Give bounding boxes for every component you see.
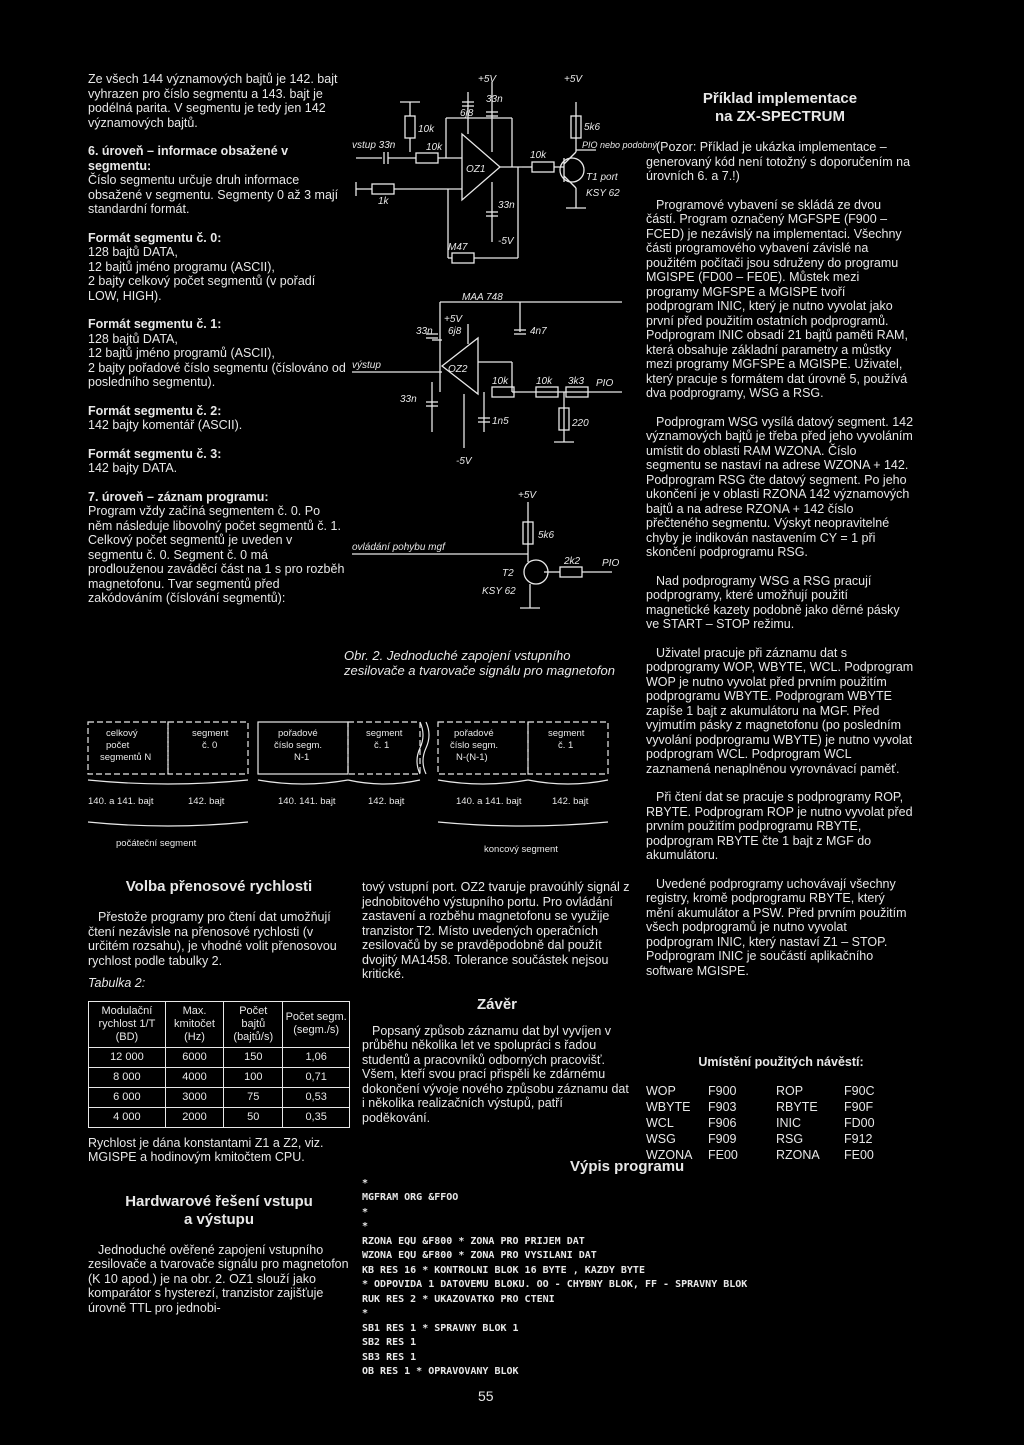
label-r10k-1: 10k [418, 124, 435, 135]
level6-heading: 6. úroveň – informace obsažené v segmentu: [88, 144, 289, 173]
listing-line: * ODPOVIDA 1 DATOVEMU BLOKU. OO - CHYBNY BLOK, FF - SPRAVNY BLOK [362, 1279, 748, 1290]
format1-line3: 2 bajty pořadové číslo segmentu (číslováno od posledního segmentu). [88, 360, 346, 389]
figure-caption: Obr. 2. Jednoduché zapojení vstupního zesilovače a tvarovače signálu pro magnetofon [344, 648, 615, 678]
impl-heading-1: Příklad implementace [702, 90, 858, 107]
label-name: RBYTE [776, 1100, 818, 1114]
bytes-6: 142. bajt [552, 796, 589, 807]
label-c6j8: 6j8 [460, 108, 474, 119]
segment-break-mark-2 [423, 722, 429, 774]
box6-line1: segment [548, 728, 585, 739]
table-cell: 100 [224, 1067, 283, 1087]
table-cell: 12 000 [89, 1047, 166, 1067]
label-pio3: PIO [602, 558, 620, 569]
brace-3 [348, 780, 420, 784]
format2-line1: 142 bajty komentář (ASCII). [88, 418, 243, 432]
table-note: Rychlost je dána konstantami Z1 a Z2, viz. MGISPE a hodinovým kmitočtem CPU. [88, 1135, 324, 1164]
label-c4n7: 4n7 [530, 326, 547, 337]
label-name: RZONA [776, 1148, 820, 1162]
label-c33n-3: 33n [416, 326, 433, 337]
labels-row [646, 1083, 916, 1099]
conclusion-text: Popsaný způsob záznamu dat byl vyvíjen v průběhu několika let ve spolupráci s řadou studentů a pracovníků odborných pracovišť. Všem, kteří svou prací přispěli ke zdárnému dokončení vývoje nového způsobu záznamu dat i několika realizačních výstupů, patří poděkování. [362, 1023, 629, 1125]
circuit-diagram [352, 72, 658, 632]
listing-line: WZONA EQU &F800 * ZONA PRO VYSILANI DAT [362, 1250, 597, 1261]
right-column [646, 90, 914, 978]
listing-line: MGFRAM ORG &FFOO [362, 1192, 459, 1203]
label-input: vstup 33n [352, 140, 396, 151]
impl-p3: Nad podprogramy WSG a RSG pracují podprogramy, které umožňují použití magnetické kazety podobně jako děrné pásky ve START – STOP režimu. [646, 573, 900, 631]
label-t1: T1 port [586, 172, 618, 183]
label-address: F900 [708, 1084, 737, 1098]
labels-row [646, 1131, 916, 1147]
box1-line3: segmentů N [100, 752, 152, 763]
label-address: F903 [708, 1100, 737, 1114]
listing-line: SB3 RES 1 [362, 1351, 417, 1363]
format3-line1: 142 bajty DATA. [88, 461, 178, 475]
label-name: WOP [646, 1084, 676, 1098]
label-motor: ovládání pohybu mgf [352, 542, 445, 553]
brace-2 [258, 780, 348, 784]
label-address: F90C [844, 1084, 875, 1098]
level7-heading: 7. úroveň – záznam programu: [88, 489, 269, 504]
conclusion-heading: Závěr [476, 995, 518, 1013]
brace-start [88, 822, 248, 826]
label-r220: 220 [572, 418, 589, 429]
label-name: WCL [646, 1116, 674, 1130]
table-cell: 150 [224, 1047, 283, 1067]
format2-heading: Formát segmentu č. 2: [88, 403, 222, 418]
table-header-row [89, 1001, 350, 1047]
listing-line: RUK RES 2 * UKAZOVATKO PRO CTENI [362, 1293, 555, 1305]
labels-table [646, 1055, 916, 1163]
table-row [89, 1047, 350, 1067]
label-name: RSG [776, 1132, 804, 1146]
table-cell: 1,06 [283, 1047, 350, 1067]
label-pio2: PIO [596, 378, 614, 389]
table-row [89, 1087, 350, 1107]
label-c1n5: 1n5 [492, 416, 509, 427]
listing-line: SB2 RES 1 [362, 1337, 417, 1348]
listing-line: KB RES 16 * KONTROLNI BLOK 16 BYTE , KAZDY BYTE [362, 1264, 645, 1276]
label-name: WZONA [646, 1148, 693, 1162]
table-cell: 3000 [165, 1087, 223, 1107]
label-r10k-5: 10k [536, 376, 553, 387]
speed-table [88, 1001, 350, 1128]
level6-text: Číslo segmentu určuje druh informace obsažené v segmentu. Segmenty 0 až 3 mají standardní formát. [88, 173, 339, 216]
brace-end [438, 822, 608, 826]
format0-line2: 12 bajtů jméno programu (ASCII), [88, 259, 275, 274]
label-m47: M47 [448, 242, 468, 253]
brace-1 [88, 780, 248, 784]
label-address: F909 [708, 1132, 737, 1146]
middle-column [362, 880, 632, 1125]
listing-line: * [362, 1221, 369, 1232]
hw-heading-2: a výstupu [183, 1210, 255, 1228]
box2-line2: č. 0 [202, 740, 218, 751]
box5-line2: číslo segm. [450, 740, 499, 751]
box1-line1: celkový [106, 728, 138, 739]
label-c33n-top: 33n [486, 94, 503, 105]
hw-heading-1: Hardwarové řešení vstupu [125, 1192, 313, 1210]
format1-heading: Formát segmentu č. 1: [88, 317, 222, 331]
page-number: 55 [478, 1388, 494, 1404]
label-c6j8-2: 6j8 [448, 326, 462, 337]
label-name: WBYTE [646, 1100, 691, 1114]
format0-heading: Formát segmentu č. 0: [88, 230, 222, 245]
intro-paragraph: Ze všech 144 významových bajtů je 142. bajt vyhrazen pro číslo segmentu a 143. bajt je podélná parita. V segmentu je tedy jen 142 významových bajtů. [88, 72, 338, 130]
box1-line2: počet [106, 740, 130, 751]
impl-p4: Uživatel pracuje při záznamu dat s podprogramy WOP, WBYTE, WCL. Podprogram WOP je nutno vyvolat před prvním použitím podprogramu WBYTE. Podprogram WBYTE zapíše 1 bajt z akumulátoru na MGF. Před vyjmutím pásky z magnetofonu (po posledním vyvolání podprogramu WBYTE) je nutno vyvolat podprogram WCL. Podprogram WCL zaznamená nenaplněnou vyrovnávací paměť. [646, 645, 914, 776]
impl-note: (Pozor: Příklad je ukázka implementace – generovaný kód není totožný s doporučením na úrovních 6. a 7.!) [646, 140, 911, 183]
speed-text: Přestože programy pro čtení dat umožňují čtení nezávisle na přenosové rychlosti (v určitém rozsahu), je vhodné volit přenosovou rychlost podle tabulky 2. [88, 910, 337, 968]
bytes-1: 140. a 141. bajt [88, 796, 154, 807]
segment-diagram [86, 702, 626, 855]
table-header: Max. kmitočet (Hz) [165, 1001, 223, 1047]
start-segment-label: počáteční segment [116, 838, 197, 849]
label-name: WSG [646, 1132, 676, 1146]
brace-4 [438, 780, 528, 784]
table-header: Modulační rychlost 1/T (BD) [89, 1001, 166, 1047]
format1-line1: 128 bajtů DATA, [88, 331, 178, 346]
brace-5 [528, 780, 608, 784]
labels-heading: Umístění použitých návěstí: [698, 1055, 864, 1069]
table-row [89, 1067, 350, 1087]
table-header: Počet segm. (segm./s) [283, 1001, 350, 1047]
label-r10k-3: 10k [530, 150, 547, 161]
bytes-2: 142. bajt [188, 796, 225, 807]
format0-line1: 128 bajtů DATA, [88, 245, 178, 259]
label-address: F90F [844, 1100, 874, 1114]
mid-continuation-text: tový vstupní port. OZ2 tvaruje pravoúhlý signál z jednobitového výstupního portu. Pro ovládání zastavení a rozběhu magnetofonu se využije tranzistor T2. Místo uvedených operačních zesilovačů by se pravděpodobně dal použít dvojitý MA1458. Tolerance součástek nejsou kritické. [362, 880, 630, 981]
table-cell: 6000 [165, 1047, 223, 1067]
end-segment-label: koncový segment [484, 844, 558, 855]
label-name: INIC [776, 1116, 801, 1130]
table-cell: 4 000 [89, 1107, 166, 1127]
label-c33n-4: 33n [400, 394, 417, 405]
box3-line3: N-1 [294, 752, 310, 763]
label-maa: MAA 748 [462, 292, 503, 303]
box3-line2: číslo segm. [274, 740, 323, 751]
impl-p2: Podprogram WSG vysílá datový segment. 142 významových bajtů je třeba před jeho vyvoláním umístit do oblasti RAM WZONA. Číslo segmentu se nastaví na adrese WZONA + 142. Podprogram RSG čte datový segment. Po jeho ukončení je v oblasti RZONA 142 významových bajtů a na adrese RZONA + 142 číslo přečteného segmentu. Výskyt neopravitelné chyby je indikován nastavením CY = 1 při skončení podprogramu RSG. [646, 414, 914, 559]
label-name: ROP [776, 1084, 804, 1098]
speed-heading: Volba přenosové rychlosti [125, 878, 313, 895]
table-cell: 0,53 [283, 1087, 350, 1107]
format3-heading: Formát segmentu č. 3: [88, 446, 222, 461]
box5-line1: pořadové [454, 728, 494, 739]
segment-break-mark [417, 722, 423, 774]
label-r3k3: 3k3 [568, 376, 585, 387]
label-oz1: OZ1 [466, 164, 486, 175]
listing-line: SB1 RES 1 * SPRAVNY BLOK 1 [362, 1322, 519, 1334]
label-output: výstup [352, 360, 381, 371]
impl-p6: Uvedené podprogramy uchovávají všechny registry, kromě podprogramu RBYTE, který mění akumulátor a PSW. Před prvním použitím všech podprogramů je nutno vyvolat podprogram INIC, který nastaví Z1 – STOP. Podprogram INIC je součástí aplikačního software MGISPE. [646, 876, 907, 978]
label-r5k6: 5k6 [584, 122, 601, 133]
label-p5v-2: +5V [564, 74, 583, 85]
label-p5v-4: +5V [518, 490, 537, 501]
table-cell: 50 [224, 1107, 283, 1127]
table-header: Počet bajtů (bajtů/s) [224, 1001, 283, 1047]
left-lower-column [88, 878, 350, 1315]
box2-line1: segment [192, 728, 229, 739]
labels-row [646, 1099, 916, 1115]
table-cell: 0,35 [283, 1107, 350, 1127]
label-address: F906 [708, 1116, 737, 1130]
level7-text: Program vždy začíná segmentem č. 0. Po něm následuje libovolný počet segmentů č. 1. Celkový počet segmentů je uveden v segmentu č. 0. Segment č. 0 má prodlouženou zaváděcí část na 1 s pro rozběh magnetofonu. Tvar segmentů před zakódováním (číslování segmentů): [88, 504, 345, 605]
hw-text: Jednoduché ověřené zapojení vstupního zesilovače a tvarovače signálu pro magnetofon (K 10 apod.) je na obr. 2. OZ1 slouží jako komparátor s hysterezí, tranzistor zajišťuje úrovně TTL pro jednobi- [88, 1242, 349, 1315]
label-r5k6-2: 5k6 [538, 530, 555, 541]
label-p5v-1: +5V [478, 74, 497, 85]
left-column [88, 72, 346, 606]
listing-line: * [362, 1177, 369, 1189]
label-r10k-4: 10k [492, 376, 509, 387]
program-listing [362, 1162, 942, 1394]
label-ksy: KSY 62 [586, 188, 620, 199]
table-cell: 0,71 [283, 1067, 350, 1087]
box4-line1: segment [366, 728, 403, 739]
label-address: FD00 [844, 1116, 875, 1130]
format1-line2: 12 bajtů jméno programů (ASCII), [88, 346, 275, 360]
label-address: F912 [844, 1132, 873, 1146]
table-cell: 8 000 [89, 1067, 166, 1087]
label-r2k2: 2k2 [564, 556, 581, 567]
label-address: FE00 [708, 1148, 738, 1162]
table-cell: 6 000 [89, 1087, 166, 1107]
table-cell: 75 [224, 1087, 283, 1107]
impl-p1: Programové vybavení se skládá ze dvou částí. Program označený MGFSPE (F900 – FCED) je nezávislý na implementaci. Všechny části programového vybavení závislé na použitém počítači jsou sdruženy do programu MGISPE (FD00 – FE0E). Můstek mezi programy MGFSPE a MGISPE tvoří podprogram INIC, který je nutno vyvolat jako první před použitím ostatních podprogramů. Podprogram INIC obsadí 21 bajtů paměti RAM, která obsahuje základní parametry a můstky mezi programy MGFSPE a MGISPE. Uživatel, který pracuje s formátem dat úrovně 5, používá dva podprogramy, WSG a RSG. [646, 197, 908, 400]
label-oz2: OZ2 [448, 364, 468, 375]
bytes-5: 140. a 141. bajt [456, 796, 522, 807]
label-m5v-2: -5V [456, 456, 472, 467]
table-row [89, 1107, 350, 1127]
label-p5v-3: +5V [444, 314, 463, 325]
table-cell: 2000 [165, 1107, 223, 1127]
table-caption: Tabulka 2: [88, 976, 146, 990]
format0-line3: 2 bajty celkový počet segmentů (v pořadí LOW, HIGH). [88, 274, 316, 303]
label-t2: T2 [502, 568, 514, 579]
labels-row [646, 1115, 916, 1131]
impl-heading-2: na ZX-SPECTRUM [714, 108, 845, 125]
listing-heading: Výpis programu [570, 1158, 685, 1175]
listing-line: RZONA EQU &F800 * ZONA PRO PRIJEM DAT [362, 1235, 585, 1247]
label-r10k-2: 10k [426, 142, 443, 153]
listing-line: * [362, 1206, 369, 1218]
listing-line: * [362, 1308, 369, 1319]
box4-line2: č. 1 [374, 740, 390, 751]
label-r1k: 1k [378, 196, 389, 207]
listing-line: OB RES 1 * OPRAVOVANY BLOK [362, 1366, 519, 1377]
box5-line3: N-(N-1) [456, 752, 488, 763]
label-c33n-2: 33n [498, 200, 515, 211]
impl-p5: Při čtení dat se pracuje s podprogramy ROP, RBYTE. Podprogram ROP je nutno vyvolat před prvním použitím podprogramu RBYTE, podprogram RBYTE čte 1 bajt z MGF do akumulátoru. [646, 790, 913, 862]
box3-line1: pořadové [278, 728, 318, 739]
table-cell: 4000 [165, 1067, 223, 1087]
label-ksy2: KSY 62 [482, 586, 516, 597]
bytes-4: 142. bajt [368, 796, 405, 807]
label-m5v-1: -5V [498, 236, 514, 247]
label-address: FE00 [844, 1148, 874, 1162]
box6-line2: č. 1 [558, 740, 574, 751]
label-pio-note: PIO nebo podobný [582, 140, 658, 150]
bytes-3: 140. 141. bajt [278, 796, 336, 807]
